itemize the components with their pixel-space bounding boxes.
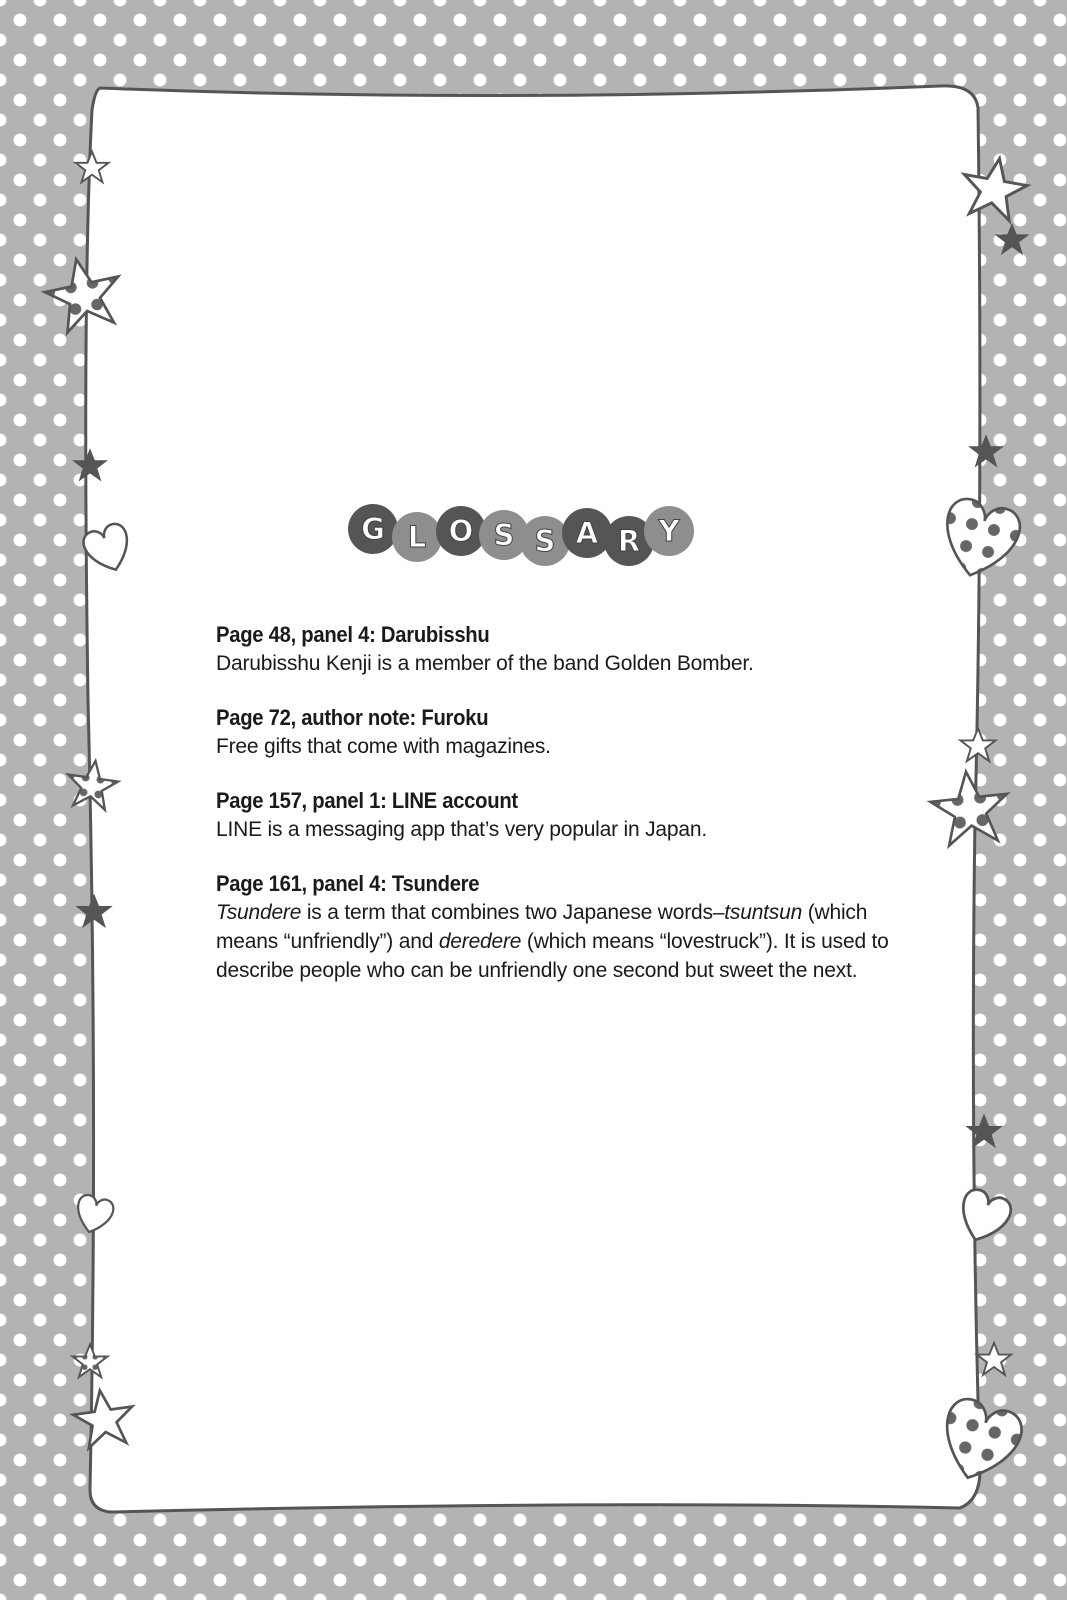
glossary-title [348, 500, 720, 572]
title-letter: O [436, 506, 486, 556]
entry-heading: Page 161, panel 4: Tsundere [216, 871, 480, 896]
star-icon [977, 1343, 1011, 1375]
entry-heading: Page 157, panel 1: LINE account [216, 788, 518, 813]
term-tsundere: Tsundere [216, 901, 302, 924]
entry-body: Darubisshu Kenji is a member of the band Golden Bomber. [216, 652, 754, 675]
title-letter: L [392, 512, 442, 562]
title-letter: G [348, 504, 398, 554]
entry-heading: Page 48, panel 4: Darubisshu [216, 622, 490, 647]
body-text: (which means “lovestruck”). It is used to describe people who can be unfriendly one second but sweet the next. [216, 930, 889, 982]
entry-heading: Page 72, author note: Furoku [216, 705, 489, 730]
entry-body: LINE is a messaging app that’s very popular in Japan. [216, 818, 707, 841]
title-letter: Y [644, 506, 694, 556]
glossary-list [216, 620, 896, 1010]
entry-body [216, 898, 896, 985]
dark-star-icon [997, 225, 1028, 254]
title-letter: S [479, 510, 529, 560]
term-tsuntsun: tsuntsun [724, 901, 803, 924]
glossary-entry [216, 703, 896, 761]
glossary-entry [216, 786, 896, 844]
glossary-entry [216, 620, 896, 678]
entry-body: Free gifts that come with magazines. [216, 735, 551, 758]
body-text: is a term that combines two Japanese words– [301, 901, 725, 924]
title-letter: R [604, 516, 654, 566]
body-text: (which means “unfriendly”) and [216, 901, 868, 953]
title-letter: A [562, 508, 612, 558]
term-deredere: deredere [438, 930, 522, 953]
glossary-entry [216, 869, 896, 985]
title-letter: S [520, 516, 570, 566]
